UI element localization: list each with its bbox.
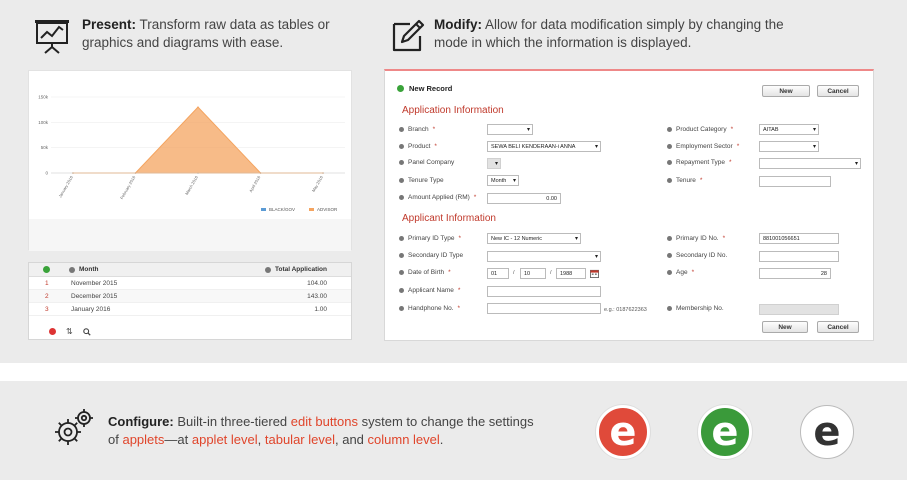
modify-feature — [388, 16, 814, 56]
applicant-name-input[interactable] — [487, 286, 601, 297]
section-divider — [0, 363, 907, 381]
field-edit-icon[interactable] — [399, 253, 404, 258]
legend-swatch-blackgov — [261, 208, 266, 211]
y-tick-label: 50k — [40, 145, 48, 151]
tenure-label: Tenure * — [667, 177, 702, 184]
secondary-id-no-input[interactable] — [759, 251, 839, 262]
field-edit-icon[interactable] — [399, 270, 404, 275]
column-total[interactable] — [265, 266, 327, 273]
panel-company-select[interactable] — [487, 158, 501, 169]
repayment-type-label: Repayment Type * — [667, 159, 732, 166]
configure-text-part: Built-in three-tiered — [173, 414, 291, 429]
modify-text — [434, 16, 814, 52]
field-edit-icon[interactable] — [399, 288, 404, 293]
tabular-edit-button[interactable]: e — [698, 405, 752, 459]
employment-sector-select[interactable] — [759, 141, 819, 152]
field-edit-icon[interactable] — [667, 253, 672, 258]
tenure-type-label: Tenure Type — [399, 177, 444, 184]
product-category-select[interactable]: AITAB ▾ — [759, 124, 819, 135]
highlight-column-level: column level — [367, 432, 440, 447]
new-button-top[interactable]: New — [762, 85, 810, 97]
table-edit-icon[interactable] — [43, 266, 50, 273]
present-text — [82, 16, 352, 52]
chart-footer-area — [29, 219, 351, 251]
tenure-input[interactable] — [759, 176, 831, 187]
field-edit-icon[interactable] — [667, 178, 672, 183]
highlight-applets: applets — [122, 432, 165, 447]
applet-edit-button[interactable]: e — [596, 405, 650, 459]
field-edit-icon[interactable] — [667, 127, 672, 132]
table-footer-tools — [49, 327, 91, 336]
section-applicant-info: Applicant Information — [402, 213, 496, 224]
column-edit-icon[interactable] — [69, 267, 75, 273]
field-edit-icon[interactable] — [399, 236, 404, 241]
primary-id-no-row — [667, 233, 757, 245]
repayment-type-row — [667, 157, 757, 169]
membership-no-input[interactable] — [759, 304, 839, 315]
primary-id-type-label: Primary ID Type * — [399, 235, 461, 242]
column-edit-button[interactable]: e — [800, 405, 854, 459]
branch-select[interactable] — [487, 124, 533, 135]
row-month: January 2016 — [71, 306, 111, 313]
amount-applied-input[interactable]: 0.00 — [487, 193, 561, 204]
y-tick-label: 150k — [38, 94, 48, 100]
field-edit-icon[interactable] — [399, 195, 404, 200]
row-month: December 2015 — [71, 293, 118, 300]
table-header — [29, 263, 351, 277]
tenure-type-select[interactable]: Month ▾ — [487, 175, 519, 186]
amount-applied-label: Amount Applied (RM) * — [399, 194, 476, 201]
applicant-name-label: Applicant Name * — [399, 287, 460, 294]
legend-swatch-advisor — [309, 208, 314, 211]
x-tick-label: March 2016 — [183, 175, 199, 196]
branch-label: Branch * — [399, 126, 435, 133]
data-point — [197, 106, 199, 108]
new-record-form — [384, 69, 874, 341]
x-tick-label: February 2016 — [119, 175, 137, 201]
product-category-row — [667, 124, 757, 136]
modify-title: Modify: — [434, 17, 482, 32]
age-input[interactable]: 28 — [759, 268, 831, 279]
legend-item-advisor[interactable] — [309, 207, 337, 212]
table-row[interactable] — [29, 290, 351, 303]
table-edit-cell — [43, 266, 50, 273]
configure-text-part: , and — [334, 432, 368, 447]
dob-separator: / — [513, 270, 515, 276]
table-panel — [28, 262, 352, 340]
presentation-chart-icon — [32, 16, 72, 56]
present-feature — [32, 16, 352, 56]
row-number: 3 — [45, 306, 49, 313]
membership-no-row — [667, 303, 757, 315]
highlight-tabular-level: tabular level — [264, 432, 335, 447]
sort-icon[interactable]: ⇅ — [66, 327, 73, 336]
dob-month-input[interactable]: 10 — [520, 268, 546, 279]
primary-id-no-label: Primary ID No. * — [667, 235, 725, 242]
highlight-edit-buttons: edit buttons — [290, 414, 358, 429]
membership-no-label: Membership No. — [667, 305, 724, 312]
present-desc: Transform raw data as tables or graphics and diagrams with ease. — [82, 17, 330, 50]
column-edit-icon[interactable] — [265, 267, 271, 273]
chart-panel — [28, 70, 352, 250]
configure-text-part: —at — [164, 432, 192, 447]
table-row[interactable] — [29, 303, 351, 316]
date-of-birth-row — [399, 267, 539, 279]
configure-text-part: , — [257, 432, 265, 447]
tenure-row — [667, 175, 757, 187]
configure-text-part: system to change the settings of — [108, 414, 534, 447]
secondary-id-type-label: Secondary ID Type — [399, 252, 463, 259]
x-tick-label: April 2016 — [248, 175, 262, 194]
edit-icon[interactable] — [49, 328, 56, 335]
area-chart — [29, 71, 353, 219]
gears-icon — [52, 406, 96, 450]
configure-text — [108, 413, 548, 449]
field-edit-icon[interactable] — [667, 270, 672, 275]
row-value: 104.00 — [307, 280, 327, 287]
x-tick-label: May 2016 — [310, 175, 324, 193]
age-row — [667, 267, 757, 279]
y-tick-label: 100k — [38, 119, 48, 125]
primary-id-type-select[interactable]: New IC - 12 Numeric ▾ — [487, 233, 581, 244]
row-month: November 2015 — [71, 280, 118, 287]
chart-legend — [261, 207, 337, 212]
row-number: 1 — [45, 280, 49, 287]
legend-label-advisor: ADVISOR — [317, 207, 338, 212]
employment-sector-row — [667, 141, 757, 153]
primary-id-no-input[interactable]: 881001056651 — [759, 233, 839, 244]
row-value: 1.00 — [314, 306, 327, 313]
product-category-label: Product Category * — [667, 126, 733, 133]
legend-label-blackgov: BLACK/GOV — [269, 207, 296, 212]
secondary-id-no-label: Secondary ID No. — [667, 252, 727, 259]
row-value: 143.00 — [307, 293, 327, 300]
field-edit-icon[interactable] — [667, 236, 672, 241]
field-edit-icon[interactable] — [399, 160, 404, 165]
table-row[interactable] — [29, 277, 351, 290]
cancel-button-top[interactable]: Cancel — [817, 85, 859, 97]
age-label: Age * — [667, 269, 694, 276]
form-edit-icon[interactable] — [397, 85, 404, 92]
form-title — [397, 84, 452, 93]
column-total-label: Total Application — [275, 266, 327, 273]
dob-year-input[interactable]: 1988 — [556, 268, 586, 279]
section-application-info: Application Information — [402, 105, 504, 116]
cancel-button-bottom[interactable]: Cancel — [817, 321, 859, 333]
new-button-bottom[interactable]: New — [762, 321, 808, 333]
highlight-applet-level: applet level — [191, 432, 258, 447]
handphone-input[interactable] — [487, 303, 601, 314]
employment-sector-label: Employment Sector * — [667, 143, 739, 150]
configure-text-part: . — [439, 432, 444, 447]
pencil-edit-icon — [388, 16, 428, 56]
secondary-id-type-select[interactable] — [487, 251, 601, 262]
field-edit-icon[interactable] — [399, 127, 404, 132]
series-area-advisor — [73, 107, 323, 173]
column-month[interactable] — [69, 266, 99, 273]
panel-company-label: Panel Company — [399, 159, 454, 166]
calendar-icon[interactable] — [590, 269, 599, 278]
panel-company-row — [399, 157, 539, 169]
handphone-label: Handphone No. * — [399, 305, 460, 312]
legend-item-blackgov[interactable] — [261, 207, 295, 212]
present-title: Present: — [82, 17, 137, 32]
dob-separator: / — [550, 270, 552, 276]
date-of-birth-label: Date of Birth * — [399, 269, 451, 276]
product-select[interactable]: SEWA BELI KENDERAAN-i ANNA ▾ — [487, 141, 601, 152]
row-number: 2 — [45, 293, 49, 300]
field-edit-icon[interactable] — [399, 144, 404, 149]
y-tick-label: 0 — [45, 170, 48, 176]
x-tick-label: January 2016 — [57, 175, 74, 199]
field-edit-icon[interactable] — [399, 178, 404, 183]
field-edit-icon[interactable] — [667, 144, 672, 149]
column-month-label: Month — [79, 266, 99, 273]
search-icon[interactable] — [83, 328, 91, 336]
configure-title: Configure: — [108, 414, 174, 429]
dob-day-input[interactable]: 01 — [487, 268, 509, 279]
field-edit-icon[interactable] — [399, 306, 404, 311]
field-edit-icon[interactable] — [667, 306, 672, 311]
product-label: Product * — [399, 143, 437, 150]
repayment-type-select[interactable] — [759, 158, 861, 169]
secondary-id-no-row — [667, 250, 757, 262]
modify-desc: Allow for data modification simply by changing the mode in which the information is displayed. — [434, 17, 784, 50]
field-edit-icon[interactable] — [667, 160, 672, 165]
handphone-hint: e.g.: 0187622363 — [604, 307, 647, 313]
form-title-text: New Record — [409, 84, 453, 93]
